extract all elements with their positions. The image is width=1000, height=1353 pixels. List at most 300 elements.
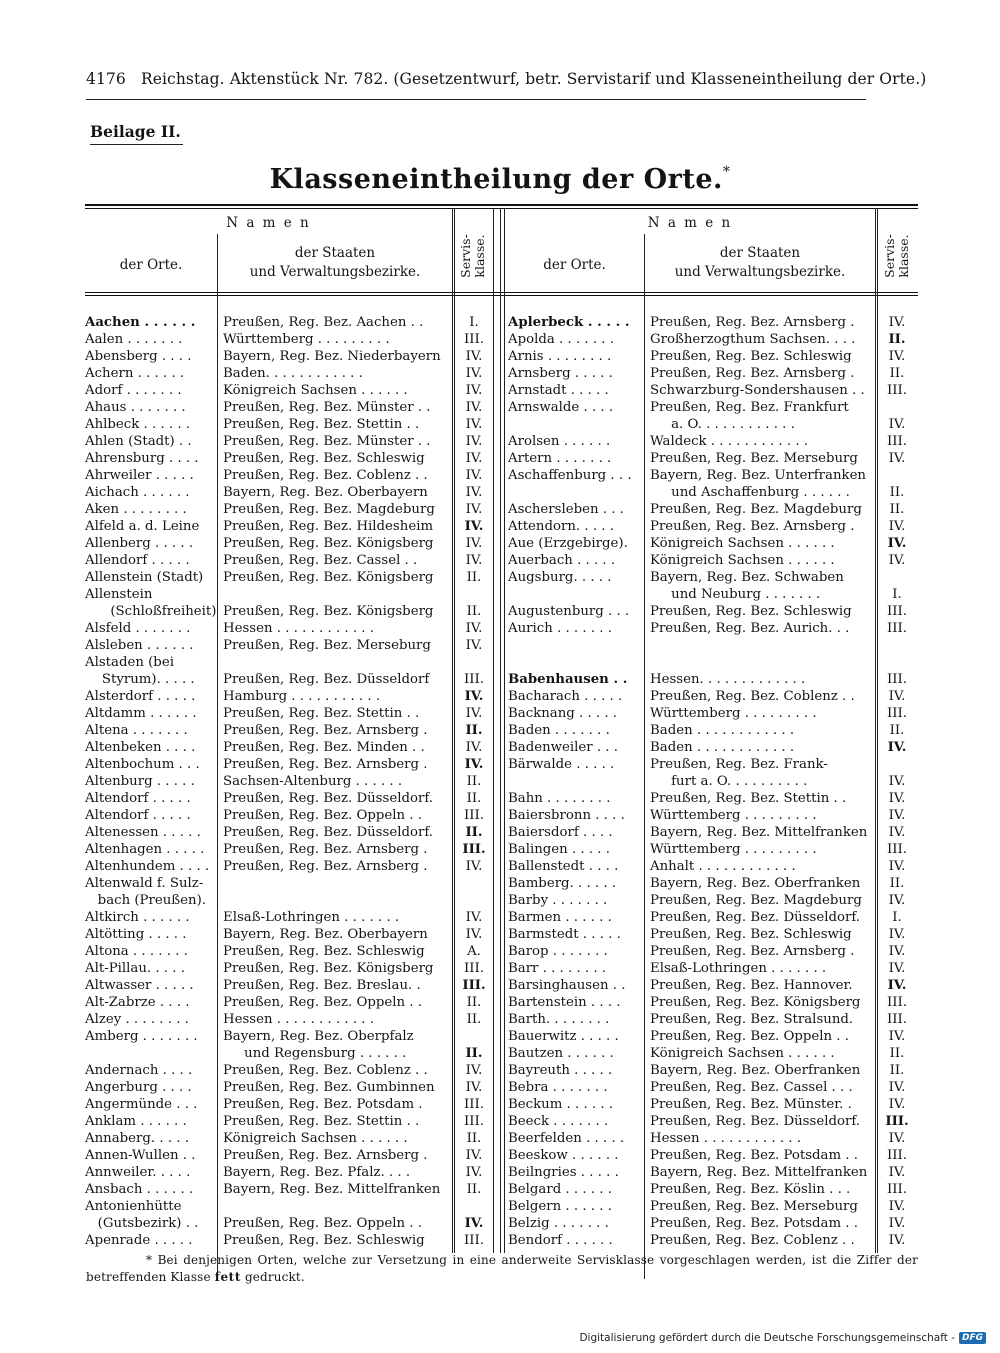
staat-cell: Preußen, Reg. Bez. Gumbinnen [223, 1080, 435, 1095]
staat-cell: Königreich Sachsen . . . . . . [650, 1046, 835, 1061]
ort-cell: Aken . . . . . . . . [85, 502, 187, 517]
table-row [508, 1096, 918, 1113]
table-row [85, 501, 493, 518]
servisklasse-cell: IV. [888, 1216, 906, 1231]
table-row [85, 382, 493, 399]
servisklasse-cell: III. [887, 672, 907, 687]
servisklasse-cell: IV. [465, 417, 483, 432]
table-row [508, 773, 918, 790]
servisklasse-cell: IV. [888, 1080, 906, 1095]
ort-cell: Ahrensburg . . . . [85, 451, 199, 466]
staat-cell: Bayern, Reg. Bez. Oberfranken [650, 876, 861, 891]
table-row [85, 603, 493, 620]
table-row [508, 977, 918, 994]
table-row [508, 484, 918, 501]
table-row [85, 1079, 493, 1096]
left-column-rows [85, 314, 493, 1249]
ort-cell: (Schloßfreiheit) [85, 604, 216, 619]
table-row [508, 348, 918, 365]
page-number: 4176 [86, 70, 126, 88]
ort-cell: Aurich . . . . . . . [508, 621, 612, 636]
ort-cell: Barmen . . . . . . [508, 910, 612, 925]
table-row [85, 637, 493, 654]
staat-cell: Preußen, Reg. Bez. Arnsberg . [650, 519, 855, 534]
ort-cell: Beilngries . . . . . [508, 1165, 619, 1180]
servisklasse-cell: III. [887, 604, 907, 619]
running-header [86, 70, 927, 88]
servisklasse-cell: III. [464, 1233, 484, 1248]
table-row [508, 535, 918, 552]
staat-cell: Preußen, Reg. Bez. Coblenz . . [223, 468, 428, 483]
table-row [85, 858, 493, 875]
ort-cell: Aschaffenburg . . . [508, 468, 632, 483]
staat-cell: Preußen, Reg. Bez. Düsseldorf. [650, 910, 860, 925]
ort-cell: Allenstein (Stadt) [85, 570, 204, 585]
servisklasse-cell: IV. [464, 689, 484, 704]
servisklasse-cell: III. [464, 1097, 484, 1112]
servisklasse-cell: III. [887, 621, 907, 636]
ort-cell: Bacharach . . . . . [508, 689, 623, 704]
table-row [85, 790, 493, 807]
table-header-rule [85, 292, 918, 293]
ort-cell: Alzey . . . . . . . . [85, 1012, 189, 1027]
staat-cell: Königreich Sachsen . . . . . . [223, 1131, 408, 1146]
ort-cell: Altenessen . . . . . [85, 825, 201, 840]
servisklasse-cell: IV. [888, 927, 906, 942]
ort-cell: Artern . . . . . . . [508, 451, 612, 466]
staat-cell: Preußen, Reg. Bez. Arnsberg . [650, 944, 855, 959]
table-row [85, 1096, 493, 1113]
table-row [85, 943, 493, 960]
staat-cell: Preußen, Reg. Bez. Arnsberg . [223, 842, 428, 857]
ort-cell: Altwasser . . . . . [85, 978, 194, 993]
table-row [508, 807, 918, 824]
staat-cell: Königreich Sachsen . . . . . . [650, 536, 835, 551]
table-row [85, 688, 493, 705]
ort-cell: Altkirch . . . . . . [85, 910, 190, 925]
ort-cell: Bayreuth . . . . . [508, 1063, 613, 1078]
table-row [85, 1232, 493, 1249]
staat-cell: Sachsen-Altenburg . . . . . . [223, 774, 403, 789]
staat-cell: Königreich Sachsen . . . . . . [223, 383, 408, 398]
ort-cell: Arnswalde . . . . [508, 400, 614, 415]
staat-cell: Preußen, Reg. Bez. Potsdam . . [650, 1216, 858, 1231]
table-row [508, 1011, 918, 1028]
table-row [508, 1164, 918, 1181]
ort-cell: Ahaus . . . . . . . [85, 400, 186, 415]
servisklasse-cell: I. [892, 910, 902, 925]
table-row [85, 824, 493, 841]
servisklasse-cell: III. [887, 1012, 907, 1027]
header-namen-left: N a m e n [226, 215, 311, 231]
servisklasse-cell: III. [464, 672, 484, 687]
table-row [85, 722, 493, 739]
table-top-rule-thin [85, 208, 918, 209]
staat-cell: Preußen, Reg. Bez. Oppeln . . [223, 1216, 422, 1231]
servisklasse-cell: IV. [888, 1029, 906, 1044]
servisklasse-cell: IV. [888, 944, 906, 959]
ort-cell: Belgard . . . . . . [508, 1182, 612, 1197]
staat-cell: Preußen, Reg. Bez. Cassel . . [223, 553, 418, 568]
table-row [508, 943, 918, 960]
staat-cell: Preußen, Reg. Bez. Schleswig [223, 1233, 425, 1248]
servisklasse-cell: III. [887, 842, 907, 857]
table-row [85, 569, 493, 586]
table-row [508, 603, 918, 620]
servisklasse-cell: III. [887, 383, 907, 398]
header-orte-right: der Orte. [543, 257, 606, 273]
staat-cell: Preußen, Reg. Bez. Düsseldorf. [223, 825, 433, 840]
ort-cell: Bauerwitz . . . . . [508, 1029, 619, 1044]
ort-cell: Barsinghausen . . [508, 978, 626, 993]
table-row [508, 858, 918, 875]
ort-cell: Ahrweiler . . . . . [85, 468, 194, 483]
staat-cell: Preußen, Reg. Bez. Düsseldorf. [223, 791, 433, 806]
staat-cell: Preußen, Reg. Bez. Schleswig [223, 451, 425, 466]
ort-cell: Alsfeld . . . . . . . [85, 621, 191, 636]
servisklasse-cell: I. [469, 315, 479, 330]
servisklasse-cell: II. [889, 366, 905, 381]
table-row [508, 824, 918, 841]
staat-cell: Bayern, Reg. Bez. Schwaben [650, 570, 844, 585]
staat-cell: Preußen, Reg. Bez. Düsseldorf. [650, 1114, 860, 1129]
servisklasse-cell: II. [889, 876, 905, 891]
servisklasse-cell: III. [464, 808, 484, 823]
staat-cell: Preußen, Reg. Bez. Stettin . . [650, 791, 847, 806]
servisklasse-cell: II. [465, 1046, 483, 1061]
servisklasse-cell: IV. [888, 1097, 906, 1112]
table-row [85, 467, 493, 484]
ort-cell: Altötting . . . . . [85, 927, 187, 942]
center-double-rule [504, 208, 505, 1253]
table-row [85, 1113, 493, 1130]
ort-cell: Beeskow . . . . . . [508, 1148, 619, 1163]
ort-cell: Alt-Pillau. . . . . [85, 961, 185, 976]
staat-cell: Preußen, Reg. Bez. Schleswig [650, 927, 852, 942]
table-row [508, 552, 918, 569]
staat-cell: Preußen, Reg. Bez. Münster . . [223, 400, 431, 415]
ort-cell: Alt-Zabrze . . . . [85, 995, 190, 1010]
ort-cell: Attendorn. . . . . [508, 519, 614, 534]
ort-cell: Antonienhütte [85, 1199, 182, 1214]
ort-cell: Bendorf . . . . . . [508, 1233, 613, 1248]
ort-cell: Andernach . . . . [85, 1063, 193, 1078]
staat-cell: Preußen, Reg. Bez. Aurich. . . [650, 621, 850, 636]
ort-cell: Balingen . . . . . [508, 842, 610, 857]
staat-cell: und Aschaffenburg . . . . . . [650, 485, 850, 500]
servisklasse-cell: IV. [464, 757, 484, 772]
table-row [85, 977, 493, 994]
servisklasse-cell: IV. [888, 1233, 906, 1248]
servisklasse-cell: IV. [887, 536, 907, 551]
ort-cell: Alsterdorf . . . . . [85, 689, 196, 704]
servisklasse-cell: IV. [888, 859, 906, 874]
ort-cell: Auerbach . . . . . [508, 553, 616, 568]
staat-cell: Preußen, Reg. Bez. Schleswig [223, 944, 425, 959]
staat-cell: Preußen, Reg. Bez. Potsdam . . [650, 1148, 858, 1163]
table-row [508, 501, 918, 518]
table-row [508, 1198, 918, 1215]
center-double-rule [500, 208, 501, 1253]
staat-cell: Preußen, Reg. Bez. Stettin . . [223, 706, 420, 721]
table-row [508, 790, 918, 807]
servisklasse-cell: IV. [887, 740, 907, 755]
table-row [85, 484, 493, 501]
servisklasse-cell: IV. [464, 519, 484, 534]
table-row [508, 841, 918, 858]
ort-cell: Anklam . . . . . . [85, 1114, 187, 1129]
staat-cell: Preußen, Reg. Bez. Königsberg [223, 961, 434, 976]
table-row [85, 586, 493, 603]
ort-cell: Adorf . . . . . . . [85, 383, 182, 398]
staat-cell: Preußen, Reg. Bez. Königsberg [223, 604, 434, 619]
table-row [508, 926, 918, 943]
staat-cell: Bayern, Reg. Bez. Oberpfalz [223, 1029, 414, 1044]
staat-cell: Preußen, Reg. Bez. Merseburg [650, 1199, 858, 1214]
servisklasse-cell: II. [889, 723, 905, 738]
ort-cell: Beeck . . . . . . . [508, 1114, 609, 1129]
servisklasse-cell: III. [887, 434, 907, 449]
servisklasse-cell: IV. [888, 315, 906, 330]
ort-cell: Amberg . . . . . . . [85, 1029, 198, 1044]
ort-cell: Abensberg . . . . [85, 349, 192, 364]
ort-cell: Bartenstein . . . . [508, 995, 621, 1010]
ort-cell: Belzig . . . . . . . [508, 1216, 609, 1231]
ort-cell: Ahlbeck . . . . . . [85, 417, 191, 432]
table-row [85, 994, 493, 1011]
servisklasse-cell: III. [887, 1182, 907, 1197]
ort-cell: Bahn . . . . . . . . [508, 791, 611, 806]
staat-cell: Preußen, Reg. Bez. Magdeburg [650, 893, 862, 908]
ort-cell: Arnsberg . . . . . [508, 366, 613, 381]
servisklasse-cell: IV. [465, 740, 483, 755]
staat-cell: Bayern, Reg. Bez. Pfalz. . . . [223, 1165, 411, 1180]
table-row [508, 382, 918, 399]
ort-cell: Arnstadt . . . . . [508, 383, 609, 398]
table-row [85, 535, 493, 552]
staat-cell: Preußen, Reg. Bez. Breslau. . [223, 978, 421, 993]
ort-cell: Bebra . . . . . . . [508, 1080, 608, 1095]
staat-cell: Preußen, Reg. Bez. Hannover. [650, 978, 853, 993]
staat-cell: Waldeck . . . . . . . . . . . . [650, 434, 809, 449]
staat-cell: Baden . . . . . . . . . . . . [650, 740, 795, 755]
table-row [85, 875, 493, 892]
staat-cell: Preußen, Reg. Bez. Arnsberg . [223, 723, 428, 738]
classification-table [85, 204, 918, 1249]
servisklasse-cell: IV. [888, 1165, 906, 1180]
staat-cell: und Regensburg . . . . . . [223, 1046, 407, 1061]
table-row [85, 1045, 493, 1062]
staat-cell: Preußen, Reg. Bez. Münster. . [650, 1097, 852, 1112]
ort-cell: Arolsen . . . . . . [508, 434, 611, 449]
servisklasse-cell: III. [885, 1114, 909, 1129]
table-row [85, 1198, 493, 1215]
servisklasse-cell: II. [466, 570, 482, 585]
servisklasse-cell: IV. [465, 638, 483, 653]
beilage-label: Beilage II. [90, 122, 183, 145]
servisklasse-cell: IV. [888, 825, 906, 840]
staat-cell: a. O. . . . . . . . . . . . [650, 417, 795, 432]
staat-cell: Preußen, Reg. Bez. Königsberg [223, 570, 434, 585]
staat-cell: Königreich Sachsen . . . . . . [650, 553, 835, 568]
table-row [508, 1130, 918, 1147]
right-column-rows [508, 314, 918, 1249]
servisklasse-cell: II. [465, 825, 483, 840]
ort-cell: Aalen . . . . . . . [85, 332, 183, 347]
staat-cell: Preußen, Reg. Bez. Oppeln . . [223, 995, 422, 1010]
ort-cell: Barr . . . . . . . . [508, 961, 607, 976]
staat-cell: Hessen. . . . . . . . . . . . . [650, 672, 806, 687]
table-row [85, 1062, 493, 1079]
header-staaten-right: der Staaten und Verwaltungsbezirke. [674, 245, 846, 280]
table-row [508, 688, 918, 705]
table-row [85, 1215, 493, 1232]
table-row [85, 705, 493, 722]
servisklasse-cell: IV. [888, 417, 906, 432]
table-row [85, 1028, 493, 1045]
ort-cell: Apolda . . . . . . . [508, 332, 614, 347]
ort-cell: Belgern . . . . . . [508, 1199, 612, 1214]
staat-cell: Preußen, Reg. Bez. Coblenz . . [223, 1063, 428, 1078]
title-text: Klasseneintheilung der Orte. [269, 164, 723, 195]
ort-cell: Apenrade . . . . . [85, 1233, 193, 1248]
staat-cell: Hessen . . . . . . . . . . . . [223, 1012, 374, 1027]
staat-cell: Preußen, Reg. Bez. Stettin . . [223, 417, 420, 432]
staat-cell: Anhalt . . . . . . . . . . . . [650, 859, 796, 874]
ort-cell: Styrum). . . . . [85, 672, 195, 687]
ort-cell: Augsburg. . . . . [508, 570, 612, 585]
ort-cell: Ansbach . . . . . . [85, 1182, 194, 1197]
servisklasse-cell: II. [889, 502, 905, 517]
table-row [85, 756, 493, 773]
staat-cell: Preußen, Reg. Bez. Arnsberg . [650, 315, 855, 330]
credit-text: Digitalisierung gefördert durch die Deutsche Forschungsgemeinschaft - [579, 1332, 955, 1344]
table-row [85, 399, 493, 416]
staat-cell: Preußen, Reg. Bez. Magdeburg [650, 502, 862, 517]
ort-cell: Bärwalde . . . . . [508, 757, 615, 772]
ort-cell: Beerfelden . . . . . [508, 1131, 625, 1146]
staat-cell: Preußen, Reg. Bez. Merseburg [223, 638, 431, 653]
table-row [85, 739, 493, 756]
servisklasse-cell: IV. [888, 791, 906, 806]
staat-cell: Preußen, Reg. Bez. Magdeburg [223, 502, 435, 517]
table-row [85, 365, 493, 382]
servisklasse-cell: III. [887, 706, 907, 721]
staat-cell: Baden. . . . . . . . . . . . [223, 366, 363, 381]
servisklasse-cell: IV. [888, 1199, 906, 1214]
servisklasse-cell: II. [466, 1012, 482, 1027]
staat-cell: Bayern, Reg. Bez. Mittelfranken [650, 825, 868, 840]
table-row [508, 756, 918, 773]
servisklasse-cell: II. [889, 1046, 905, 1061]
servisklasse-cell: IV. [888, 451, 906, 466]
table-top-rule [85, 204, 918, 206]
staat-cell: Bayern, Reg. Bez. Mittelfranken [650, 1165, 868, 1180]
servisklasse-cell: IV. [888, 808, 906, 823]
ort-cell: Annaberg. . . . . [85, 1131, 189, 1146]
servisklasse-cell: IV. [888, 519, 906, 534]
staat-cell: Württemberg . . . . . . . . . [650, 842, 817, 857]
table-row [508, 875, 918, 892]
table-row [508, 433, 918, 450]
staat-cell: Preußen, Reg. Bez. Coblenz . . [650, 1233, 855, 1248]
table-row [85, 773, 493, 790]
servisklasse-cell: IV. [888, 774, 906, 789]
ort-cell: Altendorf . . . . . [85, 808, 191, 823]
servisklasse-cell: IV. [465, 1148, 483, 1163]
table-row [85, 671, 493, 688]
servisklasse-cell: IV. [465, 468, 483, 483]
digitization-credit [579, 1332, 986, 1344]
dfg-logo-icon: DFG [959, 1332, 986, 1344]
servisklasse-cell: IV. [465, 706, 483, 721]
staat-cell: Bayern, Reg. Bez. Oberfranken [650, 1063, 861, 1078]
staat-cell: Preußen, Reg. Bez. Frank- [650, 757, 828, 772]
table-row [85, 314, 493, 331]
table-row [508, 705, 918, 722]
servisklasse-cell: II. [466, 604, 482, 619]
table-row [85, 909, 493, 926]
servisklasse-cell: IV. [465, 434, 483, 449]
staat-cell: Preußen, Reg. Bez. Cassel . . . [650, 1080, 853, 1095]
footnote-bold-word: fett [214, 1270, 241, 1284]
table-row [85, 1164, 493, 1181]
table-row [85, 1130, 493, 1147]
servisklasse-cell: III. [464, 961, 484, 976]
servisklasse-cell: IV. [888, 961, 906, 976]
table-row [508, 1147, 918, 1164]
running-title: Reichstag. Aktenstück Nr. 782. (Gesetzentwurf, betr. Servistarif und Klasseneintheilung der Orte.) [140, 70, 927, 88]
table-row [85, 807, 493, 824]
header-namen-right: N a m e n [647, 215, 733, 231]
table-row [508, 671, 918, 688]
table-row [85, 552, 493, 569]
ort-cell: Aachen . . . . . . [85, 315, 196, 330]
table-row [85, 926, 493, 943]
staat-cell: Preußen, Reg. Bez. Arnsberg . [223, 1148, 428, 1163]
staat-cell: furt a. O. . . . . . . . . . [650, 774, 808, 789]
servisklasse-cell: IV. [465, 553, 483, 568]
ort-cell: Bautzen . . . . . . [508, 1046, 614, 1061]
ort-cell: Annweiler. . . . . [85, 1165, 191, 1180]
table-row [508, 569, 918, 586]
table-row [508, 450, 918, 467]
staat-cell: Preußen, Reg. Bez. Stettin . . [223, 1114, 420, 1129]
servisklasse-cell: IV. [464, 1216, 484, 1231]
footnote-text: * Bei denjenigen Orten, welche zur Versetzung in eine anderweite Servisklasse vorgeschlagen werden, ist die Ziffer der betreffenden Klasse [86, 1253, 918, 1284]
table-row [508, 909, 918, 926]
servisklasse-cell: IV. [465, 502, 483, 517]
servisklasse-cell: IV. [465, 859, 483, 874]
page-title [0, 164, 1000, 195]
ort-cell: Angerburg . . . . [85, 1080, 192, 1095]
servisklasse-cell: II. [889, 485, 905, 500]
ort-cell: Achern . . . . . . [85, 366, 185, 381]
table-row [85, 841, 493, 858]
ort-cell: Bamberg. . . . . . [508, 876, 617, 891]
ort-cell: Allendorf . . . . . [85, 553, 190, 568]
staat-cell: Hessen . . . . . . . . . . . . [223, 621, 374, 636]
staat-cell: Preußen, Reg. Bez. Coblenz . . [650, 689, 855, 704]
staat-cell: und Neuburg . . . . . . . [650, 587, 821, 602]
ort-cell: Angermünde . . . [85, 1097, 198, 1112]
table-row [85, 1011, 493, 1028]
ort-cell: Aichach . . . . . . [85, 485, 190, 500]
servisklasse-cell: IV. [465, 485, 483, 500]
table-row [508, 892, 918, 909]
servisklasse-cell: IV. [465, 927, 483, 942]
staat-cell: Baden . . . . . . . . . . . . [650, 723, 795, 738]
